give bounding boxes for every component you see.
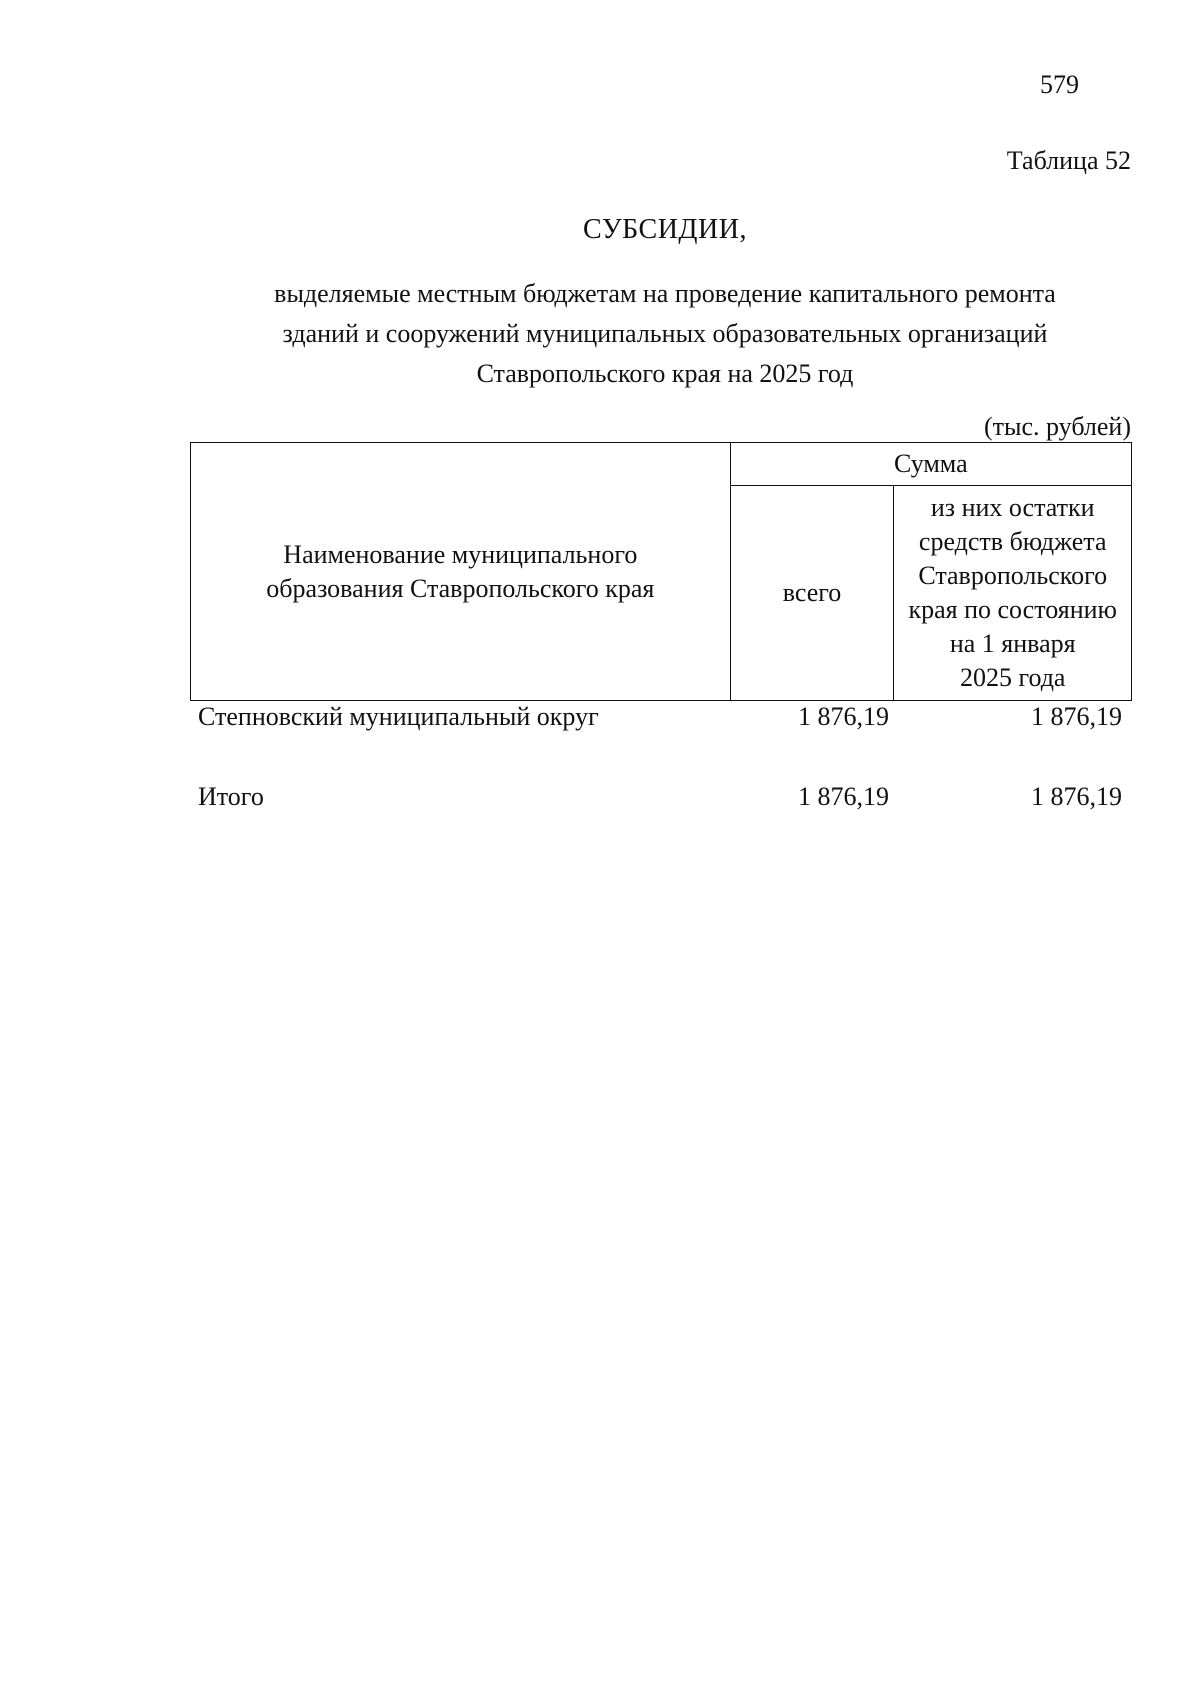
totals-total-value: 1 876,19 [798,782,889,811]
table-row [190,702,1132,742]
subsidies-table-header [190,442,1132,701]
header-remainder-line: на 1 января [949,629,1076,658]
header-municipality-name [191,443,731,701]
document-subtitle [190,274,1140,394]
subtitle-line: выделяемые местным бюджетам на проведение капитального ремонта [274,279,1056,308]
row-municipality-name: Степновский муниципальный округ [198,702,599,731]
header-name-line: образования Ставропольского края [266,573,655,603]
header-name-line: Наименование муниципального [283,539,638,569]
subtitle-line: Ставропольского края на 2025 год [476,359,854,388]
header-remainder-line: средств бюджета [918,527,1107,556]
totals-remainder-value: 1 876,19 [1031,782,1122,811]
subtitle-line: зданий и сооружений муниципальных образовательных организаций [282,319,1048,348]
header-sum: Сумма [730,443,1131,486]
totals-label: Итого [198,782,264,811]
header-remainder-line: Ставропольского [918,561,1108,590]
header-remainder [894,486,1132,701]
header-remainder-line: из них остатки [930,493,1095,522]
header-remainder-line: края по состоянию [908,595,1117,624]
page-number: 579 [1040,70,1079,99]
units-label: (тыс. рублей) [983,412,1131,441]
row-remainder-value: 1 876,19 [1031,702,1122,731]
row-total-value: 1 876,19 [798,702,889,731]
table-label: Таблица 52 [1006,146,1131,175]
header-remainder-line: 2025 года [959,663,1066,692]
table-totals-row [190,782,1132,822]
document-title: СУБСИДИИ, [583,214,747,245]
header-total: всего [730,486,894,701]
